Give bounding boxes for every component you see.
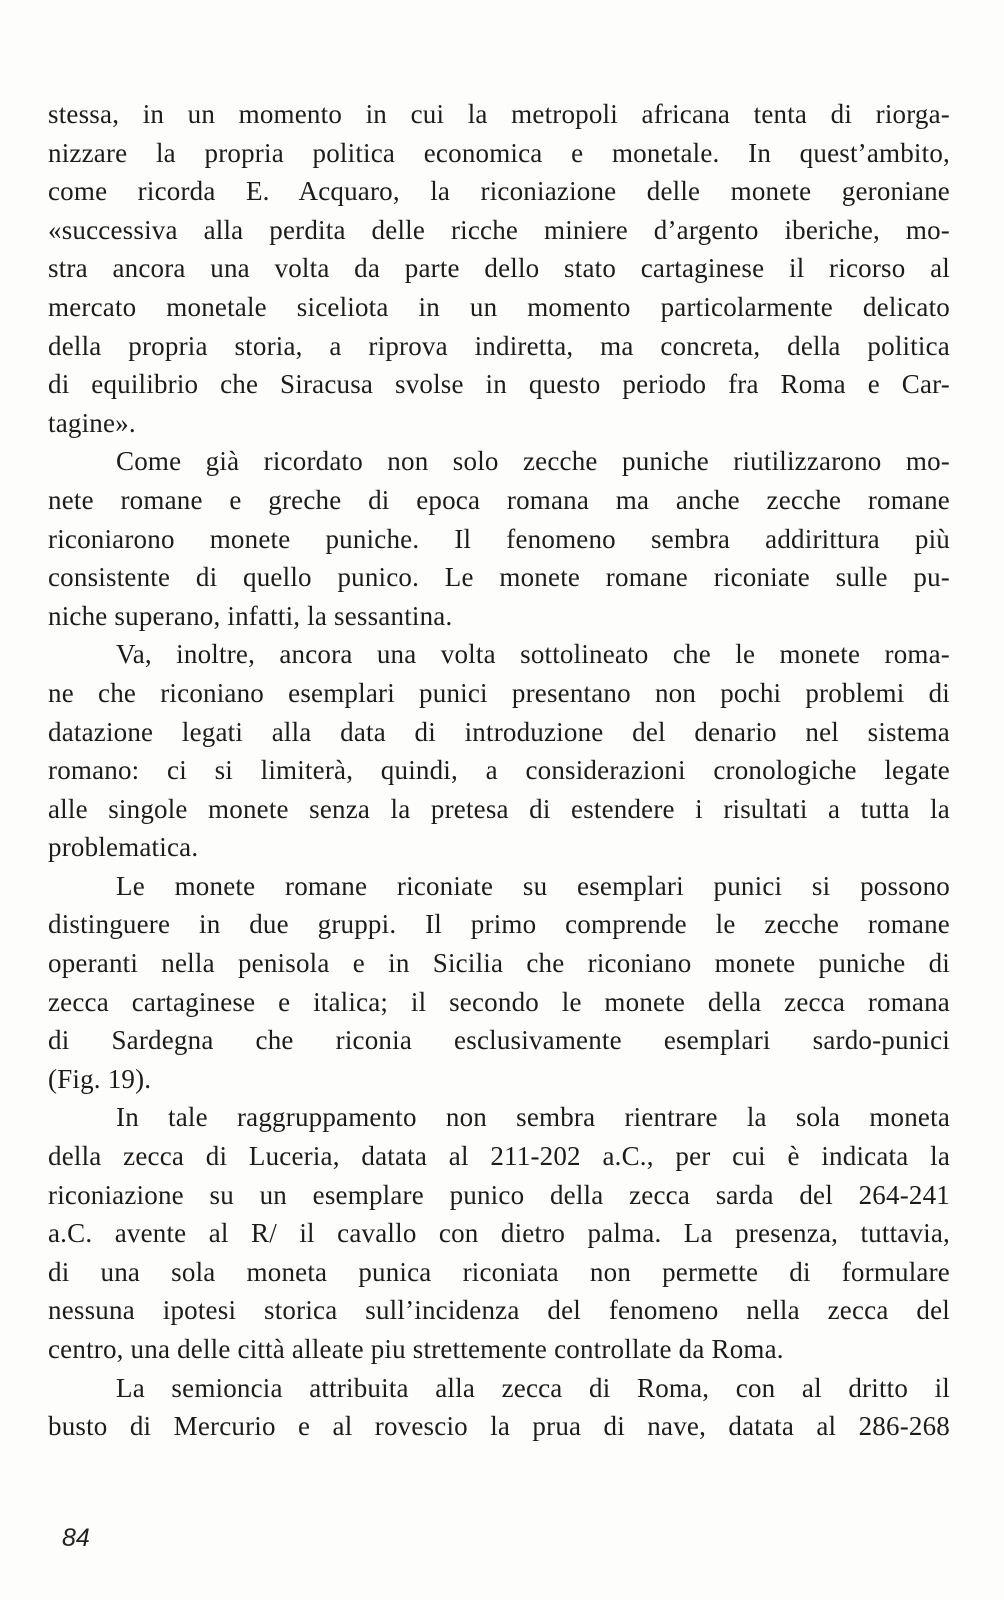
text-line: romano: ci si limiterà, quindi, a considerazioni cronologiche legate <box>48 755 950 786</box>
text-line: di una sola moneta punica riconiata non permette di formulare <box>48 1256 950 1287</box>
text-line: centro, una delle città alleate piu strettemente controllate da Roma. <box>48 1334 784 1364</box>
text-line: niche superano, infatti, la sessantina. <box>48 600 453 631</box>
text-line: nessuna ipotesi storica sull’incidenza del fenomeno nella zecca del <box>48 1295 950 1326</box>
text-line: alle singole monete senza la pretesa di estendere i risultati a tutta la <box>48 793 950 824</box>
text-line: busto di Mercurio e al rovescio la prua di nave, datata al 286-268 <box>48 1411 950 1442</box>
text-line: della zecca di Luceria, datata al 211-202 a.C., per cui è indicata la <box>48 1141 950 1172</box>
text-line: Va, inoltre, ancora una volta sottolineato che le monete roma- <box>116 639 950 670</box>
text-line: nete romane e greche di epoca romana ma anche zecche romane <box>48 484 950 515</box>
text-line: consistente di quello punico. Le monete romane riconiate sulle pu- <box>48 562 950 593</box>
text-line: datazione legati alla data di introduzione del denario nel sistema <box>48 716 950 747</box>
text-line: riconiarono monete puniche. Il fenomeno sembra addirittura più <box>48 523 950 554</box>
body-text <box>48 95 950 1446</box>
paragraph <box>48 1098 950 1368</box>
text-line: della propria storia, a riprova indiretta, ma concreta, della politica <box>48 330 950 361</box>
text-line: a.C. avente al R/ il cavallo con dietro palma. La presenza, tuttavia, <box>48 1218 950 1249</box>
text-line: operanti nella penisola e in Sicilia che riconiano monete puniche di <box>48 948 950 979</box>
page-number: 84 <box>62 1524 90 1552</box>
text-line: (Fig. 19). <box>48 1063 152 1094</box>
paragraph <box>48 1369 950 1446</box>
text-line: La semioncia attribuita alla zecca di Roma, con al dritto il <box>116 1372 950 1403</box>
text-line: problematica. <box>48 832 199 863</box>
text-line: ne che riconiano esemplari punici presentano non pochi problemi di <box>48 677 950 708</box>
text-line: In tale raggruppamento non sembra rientrare la sola moneta <box>116 1102 950 1133</box>
text-line: nizzare la propria politica economica e monetale. In quest’ambito, <box>48 137 950 168</box>
paragraph <box>48 442 950 635</box>
paragraph <box>48 95 950 442</box>
paragraph <box>48 635 950 867</box>
text-line: distinguere in due gruppi. Il primo comprende le zecche romane <box>48 909 950 940</box>
text-line: di Sardegna che riconia esclusivamente esemplari sardo-punici <box>48 1025 950 1056</box>
text-line: di equilibrio che Siracusa svolse in questo periodo fra Roma e Car- <box>48 369 950 400</box>
text-line: Come già ricordato non solo zecche puniche riutilizzarono mo- <box>116 446 950 477</box>
text-line: come ricorda E. Acquaro, la riconiazione delle monete geroniane <box>48 176 950 207</box>
text-line: mercato monetale siceliota in un momento particolarmente delicato <box>48 291 950 322</box>
paragraph <box>48 867 950 1099</box>
text-line: tagine». <box>48 407 136 438</box>
text-line: zecca cartaginese e italica; il secondo le monete della zecca romana <box>48 986 950 1017</box>
text-line: Le monete romane riconiate su esemplari punici si possono <box>116 870 950 901</box>
text-line: stessa, in un momento in cui la metropoli africana tenta di riorga- <box>48 99 950 129</box>
text-line: «successiva alla perdita delle ricche miniere d’argento iberiche, mo- <box>48 214 950 245</box>
text-line: riconiazione su un esemplare punico della zecca sarda del 264-241 <box>48 1179 950 1210</box>
text-line: stra ancora una volta da parte dello stato cartaginese il ricorso al <box>48 253 950 284</box>
